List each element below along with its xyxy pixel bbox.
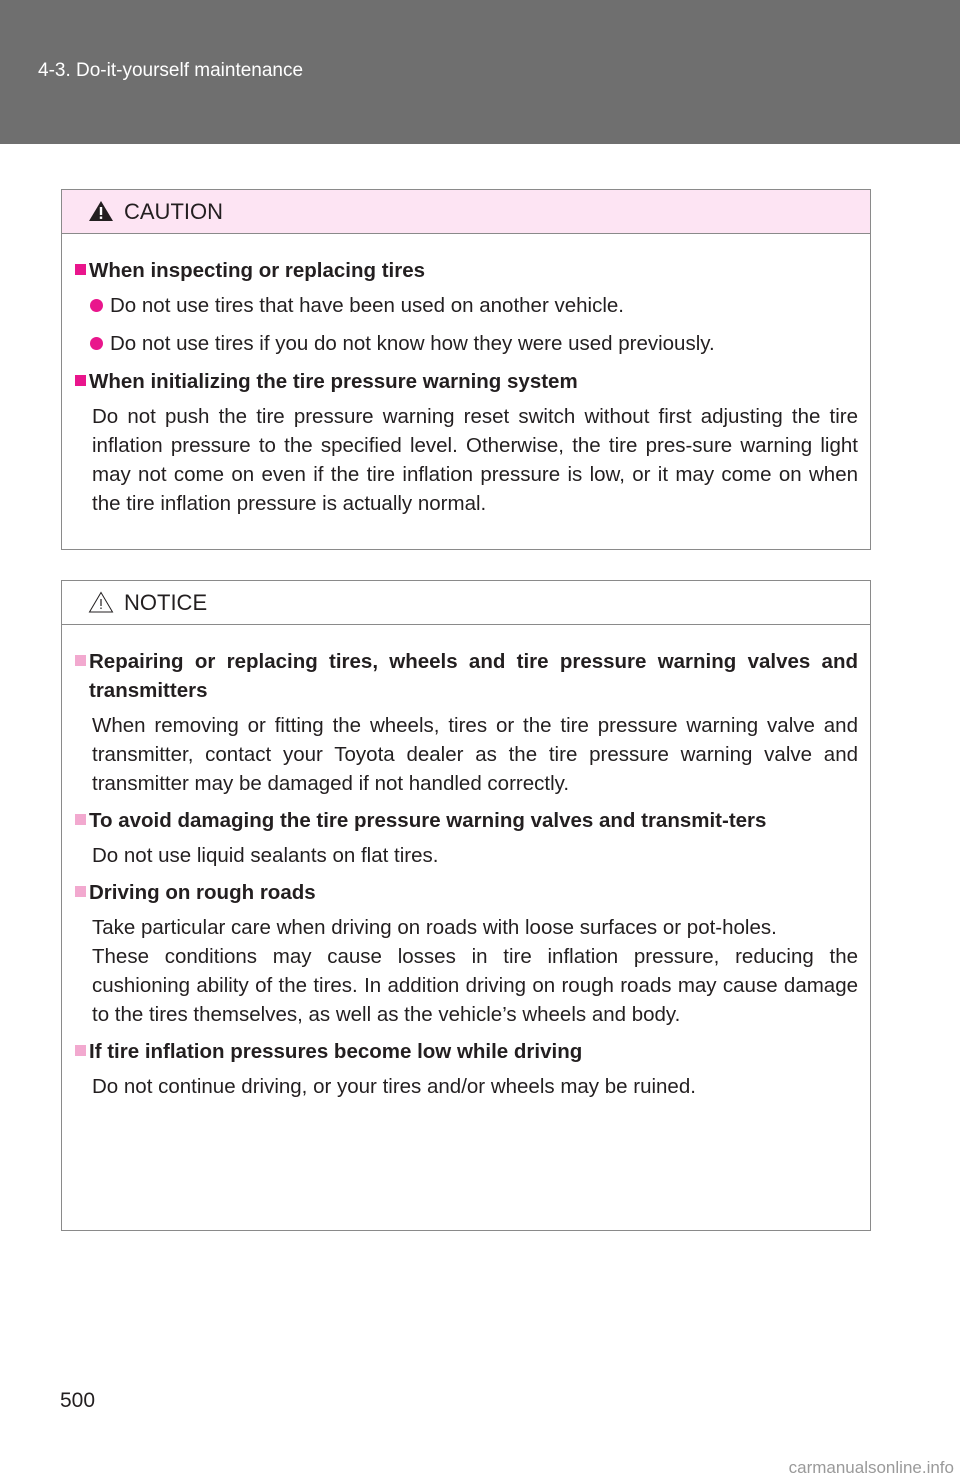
circle-bullet-icon: [90, 337, 103, 350]
notice-box: [61, 580, 871, 1231]
warning-triangle-icon: [88, 200, 114, 222]
list-item: Do not use tires if you do not know how they were used previously.: [75, 329, 858, 358]
notice-heading: Repairing or replacing tires, wheels and tire pressure warning valves and transmitters: [75, 647, 858, 705]
caution-heading: When initializing the tire pressure warning system: [75, 367, 858, 396]
page-number: 500: [60, 1389, 96, 1412]
caution-paragraph: Do not push the tire pressure warning reset switch without first adjusting the tire inflation pressure to the specified level. Otherwise, the tire pres-sure warning light may not come on even if the tire inflation pressure is low, or it may come on when the tire inflation pressure is actually normal.: [92, 405, 858, 515]
caution-header: [62, 190, 870, 234]
notice-paragraph: Take particular care when driving on roads with loose surfaces or pot-holes. These conditions may cause losses in tire inflation pressure, reducing the cushioning ability of the tires. In addition driving on rough roads may cause damage to the tires themselves, as well as the vehicle’s wheels and body.: [92, 916, 858, 1026]
notice-title: NOTICE: [124, 590, 208, 615]
square-bullet-icon: [75, 886, 86, 897]
square-bullet-icon: [75, 655, 86, 666]
notice-heading: Driving on rough roads: [75, 878, 858, 907]
notice-paragraph: Do not use liquid sealants on flat tires.: [92, 844, 439, 867]
notice-header: [62, 581, 870, 625]
caution-title: CAUTION: [124, 199, 223, 224]
square-bullet-icon: [75, 814, 86, 825]
notice-body: [62, 625, 870, 1101]
notice-paragraph: Do not continue driving, or your tires and/or wheels may be ruined.: [92, 1075, 696, 1098]
square-bullet-icon: [75, 1045, 86, 1056]
caution-box: [61, 189, 871, 550]
page-header: [0, 0, 960, 144]
square-bullet-icon: [75, 264, 86, 275]
notice-paragraph: When removing or fitting the wheels, tires or the tire pressure warning valve and transmitter, contact your Toyota dealer as the tire pressure warning valve and transmitter may be damaged if not handled correctly.: [92, 714, 858, 795]
notice-heading: If tire inflation pressures become low while driving: [75, 1037, 858, 1066]
list-item: Do not use tires that have been used on another vehicle.: [75, 291, 858, 320]
notice-heading: To avoid damaging the tire pressure warning valves and transmit-ters: [75, 806, 858, 835]
watermark[interactable]: carmanualsonline.info: [788, 1458, 954, 1477]
square-bullet-icon: [75, 375, 86, 386]
caution-body: [62, 234, 870, 518]
caution-heading: When inspecting or replacing tires: [75, 256, 858, 285]
notice-triangle-icon: [88, 591, 114, 613]
section-title: 4-3. Do-it-yourself maintenance: [38, 60, 304, 81]
circle-bullet-icon: [90, 299, 103, 312]
